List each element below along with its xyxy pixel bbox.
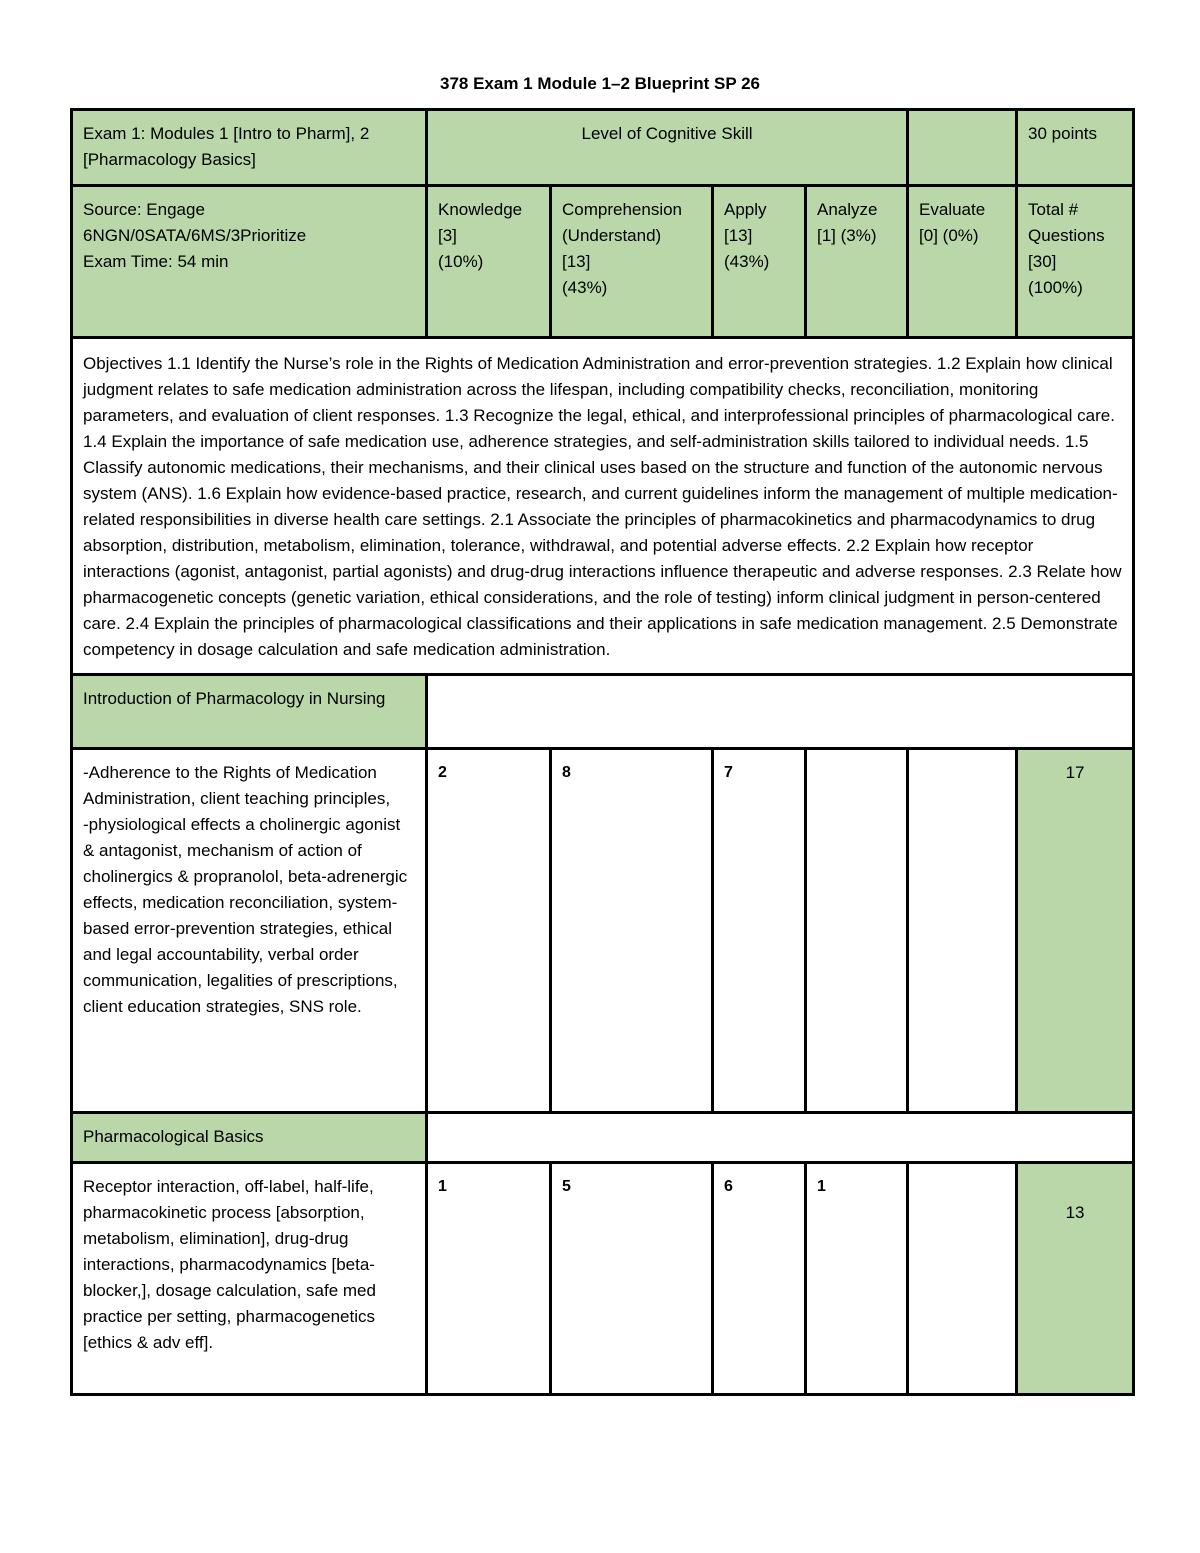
evaluate-header: Evaluate [0] (0%): [908, 186, 1017, 338]
exam-label-cell: [72, 110, 427, 186]
analyze-count: 1: [806, 1163, 908, 1395]
apply-count: 7: [713, 749, 806, 1113]
comprehension-header: Comprehension (Understand) [13] (43%): [551, 186, 713, 338]
levels-row: [72, 186, 1134, 338]
analyze-header: Analyze [1] (3%): [806, 186, 908, 338]
evaluate-count: [908, 1163, 1017, 1395]
level-label: Level of Cognitive Skill: [581, 124, 753, 143]
knowledge-count: 2: [427, 749, 551, 1113]
points-label: 30 points: [1028, 124, 1098, 143]
knowledge-header: Knowledge [3] (10%): [427, 186, 551, 338]
apply-count: 6: [713, 1163, 806, 1395]
knowledge-count: 1: [427, 1163, 551, 1395]
section-title-row: [72, 675, 1134, 749]
section-topics-row: [72, 1163, 1134, 1395]
blueprint-table: [70, 108, 1135, 1396]
evaluate-count: [908, 749, 1017, 1113]
blank-header-cell: [908, 110, 1017, 186]
level-label-cell: [427, 110, 908, 186]
comprehension-count: 5: [551, 1163, 713, 1395]
comprehension-count: 8: [551, 749, 713, 1113]
analyze-count: [806, 749, 908, 1113]
total-header: Total # Questions [30] (100%): [1017, 186, 1134, 338]
points-cell: [1017, 110, 1134, 186]
total-count: 13: [1017, 1163, 1134, 1395]
apply-header: Apply [13] (43%): [713, 186, 806, 338]
section-topics: Receptor interaction, off-label, half-life, pharmacokinetic process [absorption, metabolism, elimination], drug-drug interactions, pharmacodynamics [beta-blocker,], dosage calculation, safe med practice per setting, pharmacogenetics [ethics & adv eff].: [72, 1163, 427, 1395]
section-spacer: [427, 1113, 1134, 1163]
exam-label: Exam 1: Modules 1 [Intro to Pharm], 2 [Pharmacology Basics]: [83, 124, 370, 169]
source-line: Source: Engage: [83, 200, 205, 219]
source-cell: [72, 186, 427, 338]
section-title: Introduction of Pharmacology in Nursing: [72, 675, 427, 749]
source-breakdown: 6NGN/0SATA/6MS/3Prioritize: [83, 226, 307, 245]
exam-time: Exam Time: 54 min: [83, 252, 229, 271]
header-row: [72, 110, 1134, 186]
section-spacer: [427, 675, 1134, 749]
objectives-row: [72, 338, 1134, 675]
page-title: 378 Exam 1 Module 1–2 Blueprint SP 26: [440, 74, 760, 93]
objectives-cell: Objectives 1.1 Identify the Nurse’s role in the Rights of Medication Administration and error-prevention strategies. 1.2 Explain how clinical judgment relates to safe medication administration across the lifespan, including compatibility checks, reconciliation, monitoring parameters, and evaluation of client responses. 1.3 Recognize the legal, ethical, and interprofessional principles of pharmacological care. 1.4 Explain the importance of safe medication use, adherence strategies, and self-administration skills tailored to individual needs. 1.5 Classify autonomic medications, their mechanisms, and their clinical uses based on the structure and function of the autonomic nervous system (ANS). 1.6 Explain how evidence-based practice, research, and current guidelines inform the management of multiple medication-related responsibilities in diverse health care settings. 2.1 Associate the principles of pharmacokinetics and pharmacodynamics to drug absorption, distribution, metabolism, elimination, tolerance, withdrawal, and potential adverse effects. 2.2 Explain how receptor interactions (agonist, antagonist, partial agonists) and drug-drug interactions influence therapeutic and adverse responses. 2.3 Relate how pharmacogenetic concepts (genetic variation, ethical considerations, and the role of testing) inform clinical judgment in person-centered care. 2.4 Explain the principles of pharmacological classifications and their applications in safe medication management. 2.5 Demonstrate competency in dosage calculation and safe medication administration.: [72, 338, 1134, 675]
section-topics-row: [72, 749, 1134, 1113]
section-title-row: [72, 1113, 1134, 1163]
section-title: Pharmacological Basics: [72, 1113, 427, 1163]
section-topics: -Adherence to the Rights of Medication Administration, client teaching principles, -physiological effects a cholinergic agonist & antagonist, mechanism of action of cholinergics & propranolol, beta-adrenergic effects, medication reconciliation, system-based error-prevention strategies, ethical and legal accountability, verbal order communication, legalities of prescriptions, client education strategies, SNS role.: [72, 749, 427, 1113]
total-count: 17: [1017, 749, 1134, 1113]
